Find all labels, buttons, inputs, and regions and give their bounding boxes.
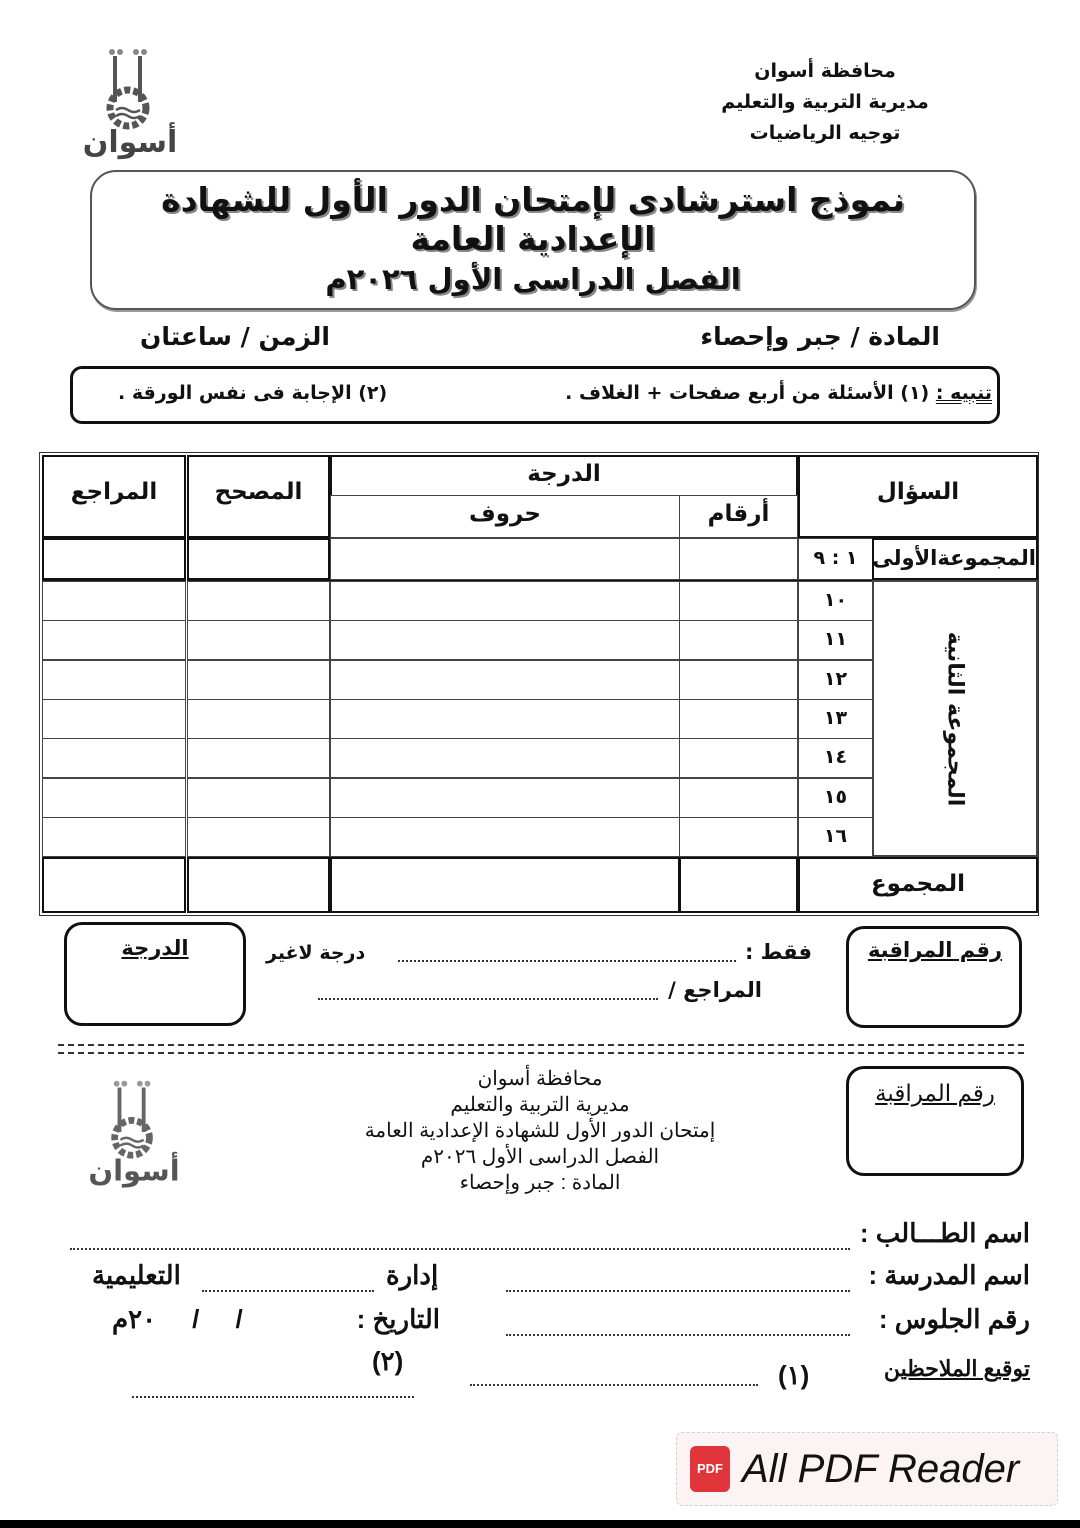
group1-reviewer-cell[interactable] [42, 538, 186, 580]
header-digits: أرقام [679, 495, 798, 538]
observer-2-number: (٢) [372, 1346, 404, 1376]
total-corrector-cell[interactable] [187, 857, 330, 913]
cover-header [320, 1066, 760, 1196]
department-name: توجيه الرياضيات [749, 122, 901, 144]
q5-corrector-cell[interactable] [187, 778, 330, 818]
reviewer-label: المراجع / [668, 978, 762, 1002]
q6-digits-cell[interactable] [679, 817, 798, 857]
q0-reviewer-cell[interactable] [42, 581, 186, 621]
total-letters-cell[interactable] [330, 857, 680, 913]
organization-header [695, 56, 955, 149]
date-label: التاريخ : [356, 1304, 440, 1334]
aswan-emblem-icon [60, 42, 200, 162]
only-label: فقط : [744, 940, 812, 964]
question-number: ١٥ [798, 778, 873, 818]
q0-letters-cell[interactable] [330, 581, 680, 621]
q1-reviewer-cell[interactable] [42, 620, 186, 660]
total-label-cell [798, 857, 1038, 913]
group1-corrector-cell[interactable] [187, 538, 330, 580]
pdf-icon: PDF [690, 1446, 730, 1492]
grade-in-words-field[interactable] [398, 960, 736, 962]
q2-letters-cell[interactable] [330, 660, 680, 700]
cover-exam-title: إمتحان الدور الأول للشهادة الإعدادية العامة [364, 1120, 716, 1142]
group1-digits-cell[interactable] [679, 538, 798, 580]
bottom-bar [0, 1520, 1080, 1528]
svg-text:أسوان: أسوان [88, 1153, 180, 1188]
cover-monitor-number-label: رقم المراقبة [875, 1080, 995, 1106]
cut-separator [58, 1044, 1024, 1054]
total-digits-cell[interactable] [679, 857, 798, 913]
q0-corrector-cell[interactable] [187, 581, 330, 621]
reviewer-name-field[interactable] [318, 998, 658, 1000]
question-number: ١٤ [798, 738, 873, 778]
group2-label-cell [872, 580, 1038, 857]
q2-corrector-cell[interactable] [187, 660, 330, 700]
school-name-field[interactable] [506, 1290, 850, 1292]
group1-letters-cell[interactable] [330, 538, 680, 580]
header-letters: حروف [330, 495, 680, 538]
notice-item-2: (٢) الإجابة فى نفس الورقة . [118, 382, 388, 404]
header-reviewer: المراجع [42, 455, 186, 538]
q3-letters-cell[interactable] [330, 699, 680, 739]
school-name-label: اسم المدرسة : [868, 1260, 1030, 1290]
question-number: ١٦ [798, 817, 873, 857]
group2-label: المجموعة الثانية [942, 631, 968, 806]
aswan-logo-cover [64, 1074, 204, 1190]
grade-only-label: درجة لاغير [266, 942, 366, 964]
exam-title: نموذج استرشادى لإمتحان الدور الأول للشهادة الإعدادية العامة [161, 180, 905, 258]
q3-corrector-cell[interactable] [187, 699, 330, 739]
total-label: المجموع [870, 871, 966, 897]
student-name-label: اسم الطـــالب : [859, 1218, 1030, 1248]
student-name-field[interactable] [70, 1248, 850, 1250]
administration-label: إدارة [386, 1260, 439, 1290]
q6-reviewer-cell[interactable] [42, 817, 186, 857]
q4-letters-cell[interactable] [330, 738, 680, 778]
cover-subject: المادة : جبر وإحصاء [459, 1172, 621, 1194]
q4-digits-cell[interactable] [679, 738, 798, 778]
notice-text-1: (١) الأسئلة من أربع صفحات + الغلاف . [565, 382, 930, 404]
header-grade: الدرجة [330, 455, 798, 497]
question-number: ١١ [798, 620, 873, 660]
q2-digits-cell[interactable] [679, 660, 798, 700]
subject-label: المادة / جبر وإحصاء [700, 322, 940, 351]
q3-reviewer-cell[interactable] [42, 699, 186, 739]
date-field[interactable]: / / ٢٠م [112, 1304, 243, 1334]
question-number: ١٠ [798, 581, 873, 621]
q5-digits-cell[interactable] [679, 778, 798, 818]
q2-reviewer-cell[interactable] [42, 660, 186, 700]
exam-semester: الفصل الدراسى الأول ٢٠٢٦م [325, 262, 741, 296]
aswan-logo [60, 42, 200, 162]
q1-digits-cell[interactable] [679, 620, 798, 660]
observers-signature-label: توقيع الملاحظين [883, 1356, 1030, 1381]
question-number: ١٣ [798, 699, 873, 739]
app-name: All PDF Reader [742, 1447, 1020, 1491]
q1-corrector-cell[interactable] [187, 620, 330, 660]
q6-corrector-cell[interactable] [187, 817, 330, 857]
monitor-number-label: رقم المراقبة [867, 938, 1003, 962]
grade-box-label: الدرجة [121, 936, 189, 960]
administration-field[interactable] [202, 1290, 374, 1292]
q0-digits-cell[interactable] [679, 581, 798, 621]
header-corrector: المصحح [187, 455, 330, 538]
question-number: ١٢ [798, 660, 873, 700]
seat-number-label: رقم الجلوس : [878, 1304, 1030, 1334]
aswan-emblem-icon [64, 1074, 204, 1190]
seat-number-field[interactable] [506, 1334, 850, 1336]
q4-corrector-cell[interactable] [187, 738, 330, 778]
governorate-name: محافظة أسوان [754, 60, 896, 82]
q1-letters-cell[interactable] [330, 620, 680, 660]
svg-text:أسوان: أسوان [82, 125, 178, 160]
directorate-name: مديرية التربية والتعليم [721, 91, 929, 113]
q5-reviewer-cell[interactable] [42, 778, 186, 818]
observer-1-signature-field[interactable] [470, 1384, 758, 1386]
cover-directorate: مديرية التربية والتعليم [450, 1094, 630, 1116]
educational-label: التعليمية [92, 1260, 181, 1290]
notice-label: تنبيه : [935, 382, 992, 404]
total-reviewer-cell[interactable] [42, 857, 186, 913]
q5-letters-cell[interactable] [330, 778, 680, 818]
notice-item-1 [565, 382, 992, 404]
time-label: الزمن / ساعتان [140, 322, 331, 351]
observer-1-number: (١) [778, 1360, 810, 1390]
group1-label: المجموعةالأولى [872, 538, 1038, 580]
q4-reviewer-cell[interactable] [42, 738, 186, 778]
observer-2-signature-field[interactable] [132, 1396, 414, 1398]
q3-digits-cell[interactable] [679, 699, 798, 739]
cover-governorate: محافظة أسوان [477, 1068, 603, 1090]
header-question: السؤال [798, 455, 1038, 538]
q6-letters-cell[interactable] [330, 817, 680, 857]
group1-range: ١ : ٩ [798, 538, 873, 580]
cover-semester: الفصل الدراسى الأول ٢٠٢٦م [420, 1146, 660, 1168]
